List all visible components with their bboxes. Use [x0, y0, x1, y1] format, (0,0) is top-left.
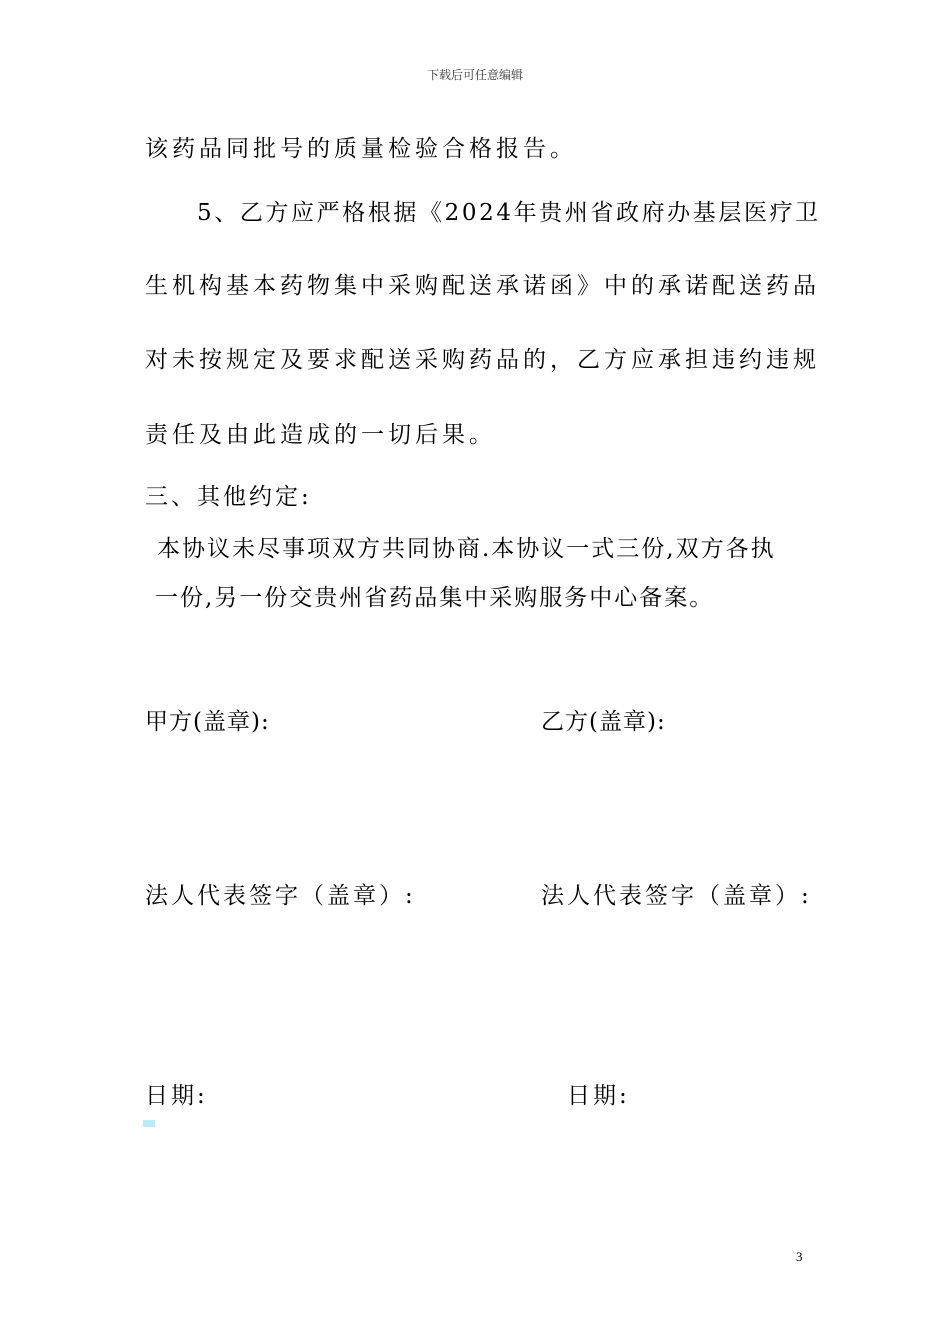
other-line-2: 一份,另一份交贵州省药品集中采购服务中心备案。: [155, 585, 715, 611]
page-number: 3: [796, 1249, 803, 1264]
party-b-rep-label: 法人代表签字（盖章）:: [541, 883, 812, 909]
header-note: 下载后可任意编辑: [426, 68, 523, 82]
body-line-2: 5、乙方应严格根据《2024年贵州省政府办基层医疗卫: [197, 200, 821, 226]
section-title: 三、其他约定:: [145, 484, 312, 510]
party-a-date-label: 日期:: [145, 1083, 208, 1109]
party-a-rep-label: 法人代表签字（盖章）:: [145, 883, 416, 909]
highlight-marker: [143, 1120, 155, 1127]
party-b-date-label: 日期:: [567, 1083, 630, 1109]
body-line-3: 生机构基本药物集中采购配送承诺函》中的承诺配送药品: [145, 273, 820, 299]
body-line-5: 责任及由此造成的一切后果。: [145, 422, 496, 448]
body-line-4: 对未按规定及要求配送采购药品的，乙方应承担违约违规: [145, 347, 820, 373]
party-b-seal-label: 乙方(盖章):: [541, 709, 666, 735]
body-line-1: 该药品同批号的质量检验合格报告。: [145, 136, 577, 162]
party-a-seal-label: 甲方(盖章):: [145, 709, 270, 735]
other-line-1: 本协议未尽事项双方共同协商.本协议一式三份,双方各执: [157, 536, 776, 562]
